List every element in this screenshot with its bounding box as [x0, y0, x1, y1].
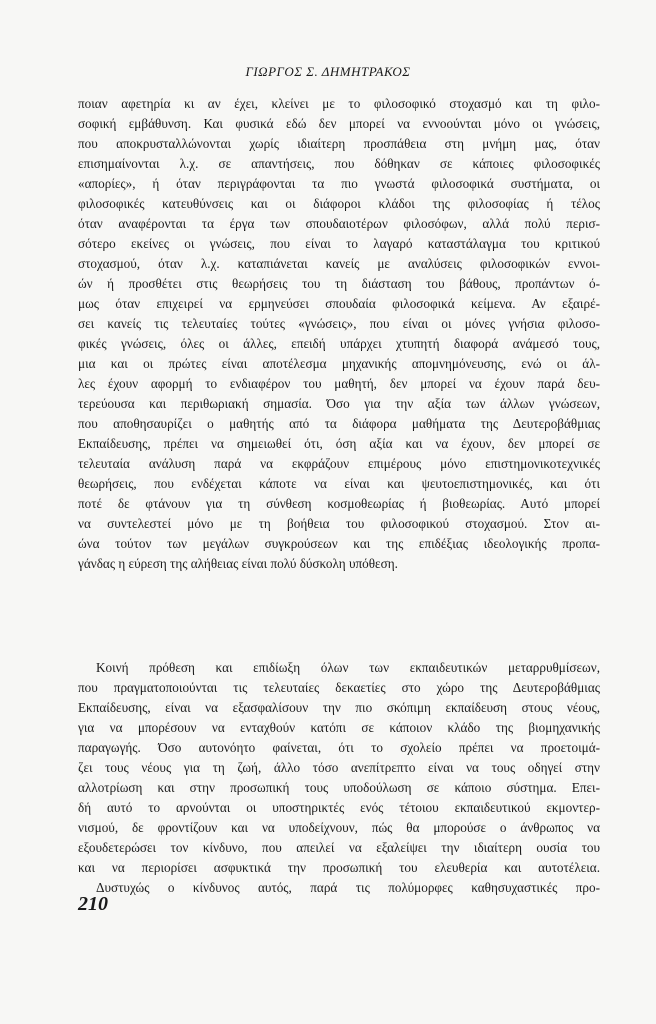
- text-line: ών ή προσθέτει στις θεωρήσεις του τη διάσταση του βάθους, προπάντων ό-: [78, 276, 600, 291]
- text-line: που αποκρυσταλλώνονται χωρίς ιδιαίτερη προσπάθεια στη μνήμη μας, όταν: [78, 136, 600, 151]
- text-line: σοφική εμβάθυνση. Και φυσικά εδώ δεν μπορεί να εννοούνται μόνο οι γνώσεις,: [78, 116, 600, 131]
- text-line: ζει τους νέους για τη ζωή, άλλο τόσο ανεπίτρεπτο είναι να τους οδηγεί στην: [78, 760, 600, 775]
- text-line: εξουδετερώσει τον κίνδυνο, που απειλεί να εξαλείψει την ιδιαίτερη ουσία του: [78, 840, 600, 855]
- text-line: αλλοτρίωση και στην προσωπική τους υποδούλωση σε κάποιο σύστημα. Επει-: [78, 780, 600, 795]
- text-line: που αποθησαυρίζει ο μαθητής από τα διάφορα μαθήματα της Δευτεροβάθμιας: [78, 416, 600, 431]
- running-header: ΓΙΩΡΓΟΣ Σ. ΔΗΜΗΤΡΑΚΟΣ: [245, 64, 411, 79]
- paragraph-2: [78, 658, 600, 898]
- text-line: «απορίες», ή όταν περιγράφονται τα πιο γνωστά φιλοσοφικά συστήματα, οι: [78, 176, 600, 191]
- text-line: ποτέ δε φτάνουν για τη σύνθεση κοσμοθεωρίας ή βιοθεωρίας. Αυτό μπορεί: [78, 496, 600, 511]
- text-line: νισμού, δε φροντίζουν και να υποδείχνουν, πώς θα μπορούσε ο άνθρωπος να: [78, 820, 600, 835]
- text-line: λες έχουν αφορμή το ενδιαφέρον του μαθητή, δεν μπορεί να έχουν παρά δευ-: [78, 376, 600, 391]
- text-line: στοχασμού, όταν λ.χ. καταπιάνεται κανείς με αναλύσεις φιλοσοφικών εννοι-: [78, 256, 600, 271]
- text-line: σει κανείς τις τελευταίες τούτες «γνώσεις», που είναι οι μόνες γνήσια φιλοσο-: [78, 316, 600, 331]
- text-line: παραγωγής. Όσο αυτονόητο φαίνεται, ότι το σχολείο πρέπει να προετοιμά-: [78, 740, 600, 755]
- paragraph-1: [78, 94, 600, 574]
- text-line: όταν αναφέρονται τα έργα των σπουδαιοτέρων φιλοσόφων, αλλά πολύ περισ-: [78, 216, 600, 231]
- text-line: φιλοσοφικές κατευθύνσεις και οι διάφοροι κλάδοι της φιλοσοφίας ή τέλος: [78, 196, 600, 211]
- text-line: σότερο εκείνες οι γνώσεις, που είναι το λαγαρό καταστάλαγμα του κριτικού: [78, 236, 600, 251]
- text-line: θεωρήσεις, που ενδέχεται κάποτε να είναι και ψευτοεπιστημονικές, και ότι: [78, 476, 600, 491]
- text-line: Κοινή πρόθεση και επιδίωξη όλων των εκπαιδευτικών μεταρρυθμίσεων,: [96, 660, 600, 675]
- text-line: που πραγματοποιούνται τις τελευταίες δεκαετίες στο χώρο της Δευτεροβάθμιας: [78, 680, 600, 695]
- text-line: γάνδας η εύρεση της αλήθειας είναι πολύ δύσκολη υπόθεση.: [78, 556, 398, 571]
- text-line: ώνα τούτον των μεγάλων συγκρούσεων και της επιδέξιας ιδεολογικής προπα-: [78, 536, 600, 551]
- page-number: 210: [78, 893, 108, 915]
- text-line: Εκπαίδευσης, πρέπει να σημειωθεί ότι, όση αξία και να έχουν, δεν μπορεί σε: [78, 436, 600, 451]
- text-line: για να μπορέσουν να ενταχθούν κατόπι σε κάποιον κλάδο της βιομηχανικής: [78, 720, 600, 735]
- text-line: δή αυτό το αρνούνται οι υποστηρικτές ενός τέτοιου εκπαιδευτικού εκμοντερ-: [78, 800, 600, 815]
- text-line: και να περιορίσει ασφυκτικά την προσωπική του ελευθερία και αυτοτέλεια.: [78, 860, 600, 875]
- text-line: φικές γνώσεις, όλες οι άλλες, επειδή υπάρχει χτυπητή διαφορά ανάμεσό τους,: [78, 336, 600, 351]
- text-line: τελευταία ανάλυση παρά να εκφράζουν επιμέρους μόνο επιστημονικοτεχνικές: [78, 456, 600, 471]
- text-line: μια και οι πρώτες είναι αποτέλεσμα μηχανικής απομνημόνευσης, ενώ οι άλ-: [78, 356, 600, 371]
- text-line: ποιαν αφετηρία κι αν έχει, κλείνει με το φιλοσοφικό στοχασμό και τη φιλο-: [78, 96, 600, 111]
- text-line: τερεύουσα και περιθωριακή σημασία. Όσο για την αξία των άλλων γνώσεων,: [78, 396, 600, 411]
- text-line: να συντελεστεί μόνο με τη βοήθεια του φιλοσοφικού στοχασμού. Στον αι-: [78, 516, 600, 531]
- text-line: μως όταν επιχειρεί να ερμηνεύσει σπουδαία φιλοσοφικά κείμενα. Αν εξαιρέ-: [78, 296, 600, 311]
- text-line: Εκπαίδευσης, είναι να εξασφαλίσουν την πιο σκόπιμη εκπαίδευση στους νέους,: [78, 700, 600, 715]
- text-line: Δυστυχώς ο κίνδυνος αυτός, παρά τις πολύμορφες καθησυχαστικές προ-: [96, 880, 600, 895]
- text-line: επισημαίνονται λ.χ. σε απαντήσεις, που δόθηκαν σε κάποιες φιλοσοφικές: [78, 156, 600, 171]
